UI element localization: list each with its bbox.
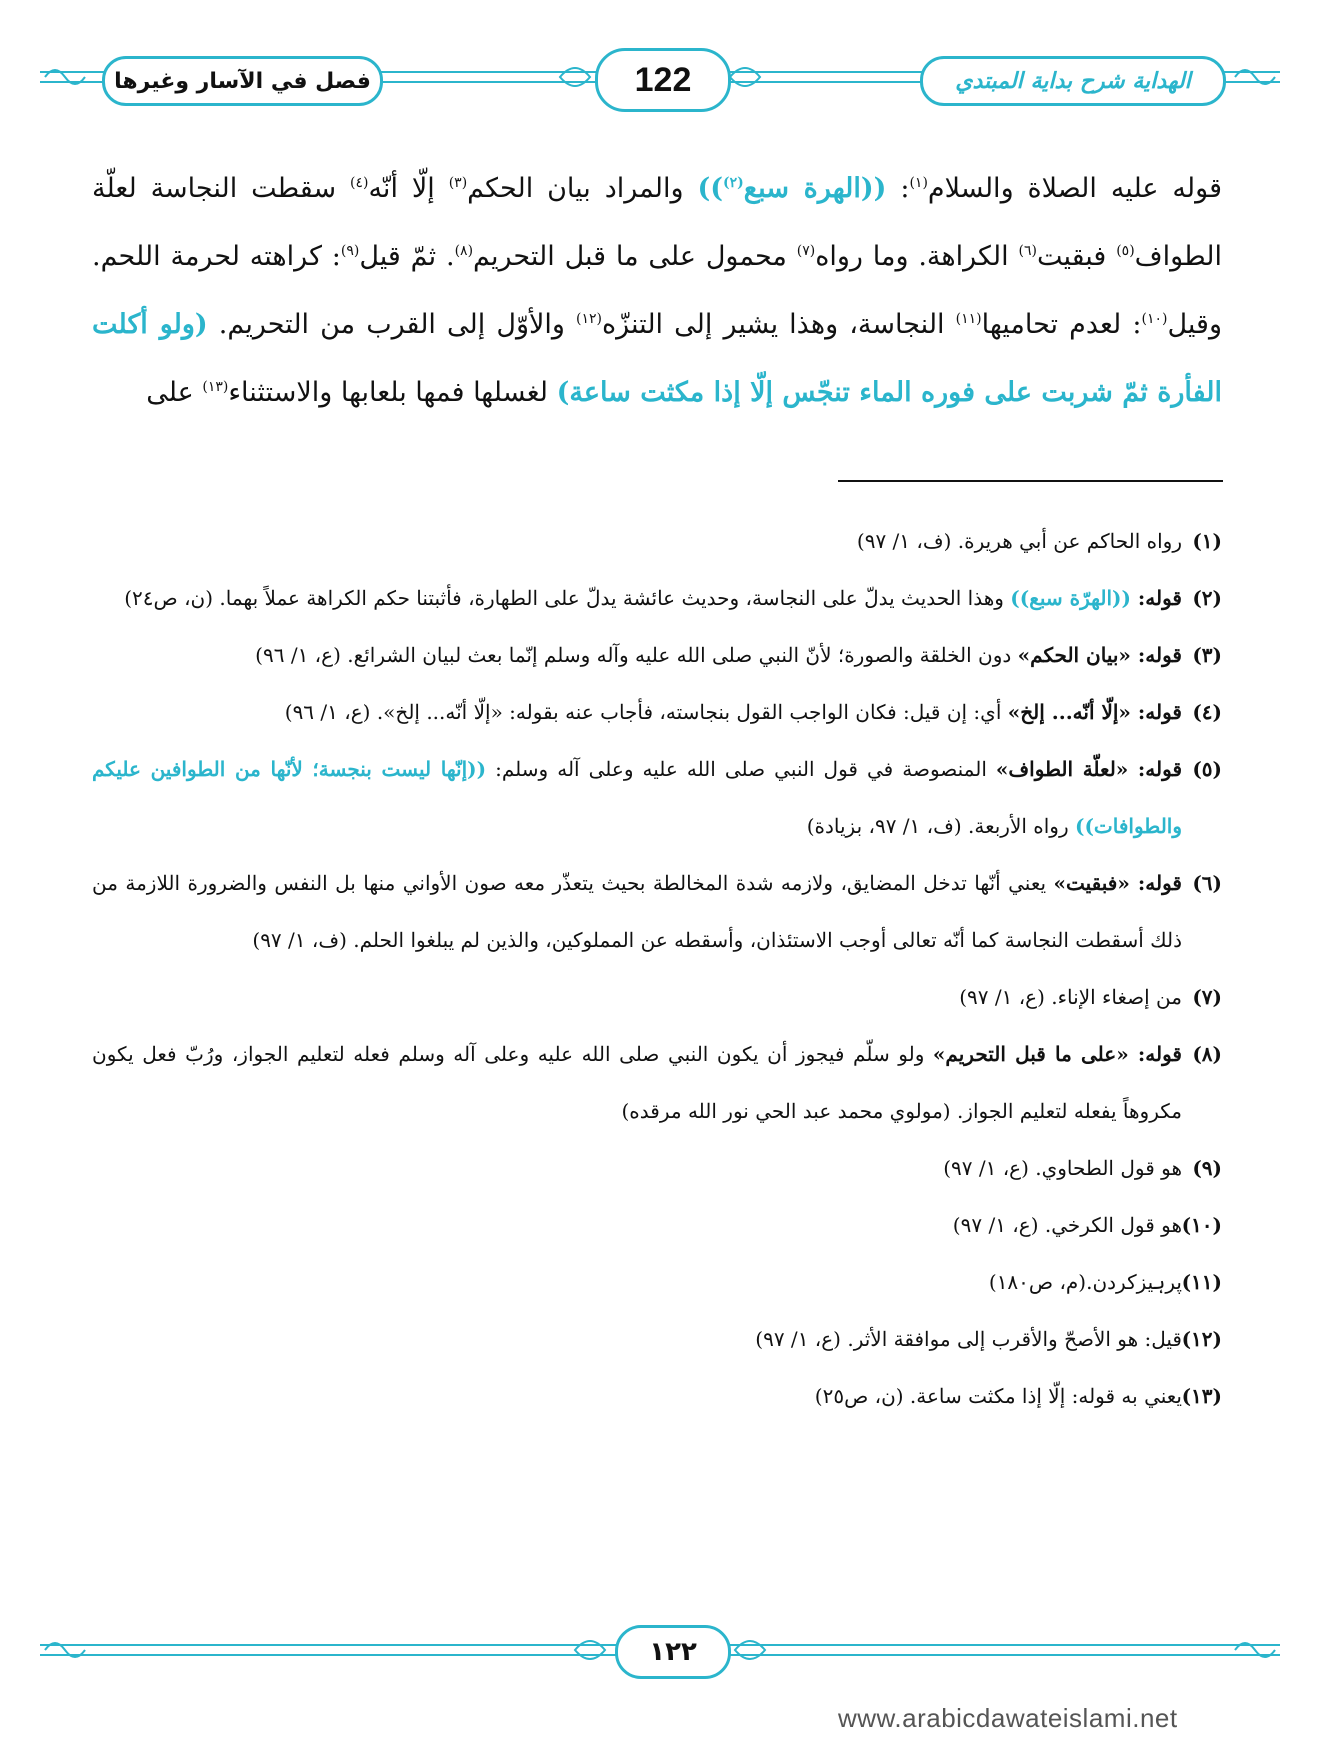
footnote-number: (١٣) xyxy=(1181,1384,1222,1408)
footnote-number: (١) xyxy=(1192,529,1222,553)
footnote-lead: قوله: xyxy=(1130,586,1182,610)
footnote-number: (٢) xyxy=(1192,586,1222,610)
page-number-badge xyxy=(595,48,731,112)
footnote-number: (٧) xyxy=(1192,985,1222,1009)
hadith-quote: ((الهرة سبع xyxy=(743,173,887,204)
main-text-run: النجاسة، وهذا يشير إلى التنزّه xyxy=(601,309,956,340)
footnote xyxy=(92,1026,1222,1140)
footnote-divider xyxy=(838,480,1223,482)
main-text-run: فبقيت xyxy=(1036,241,1117,272)
footnote-text: يعني أنّها تدخل المضايق، ولازمه شدة المخالطة بحيث يتعذّر معه صون الأواني منها بل النفس والضرورة اللازمة من ذلك أسقطت النجاسة كما أنّه تعالى أوجب الاستئذان، وأسقطه عن المملوكين، والذين لم يبلغوا الحلم. (ف، ١/ ٩٧) xyxy=(92,871,1182,952)
main-text xyxy=(92,155,1222,427)
main-text-run: قوله عليه الصلاة والسلام xyxy=(927,173,1222,204)
footnote-number: (٨) xyxy=(1192,1042,1222,1066)
main-text-run: . ثمّ قيل xyxy=(359,241,455,272)
footnote-text: يعني به قوله: إلّا إذا مكثت ساعة. (ن، ص٢٥) xyxy=(814,1384,1182,1408)
main-text-run: والمراد بيان الحكم xyxy=(467,173,698,204)
footnote-ref[interactable]: (٦) xyxy=(1018,243,1037,259)
footnote-number: (٣) xyxy=(1192,643,1222,667)
main-text-run: محمول على ما قبل التحريم xyxy=(473,241,797,272)
footnotes-list xyxy=(92,513,1222,1425)
footnote-ref[interactable]: (١) xyxy=(909,175,928,191)
footnote-ref[interactable]: (١٣) xyxy=(202,379,229,395)
footnote-ref[interactable]: (١٢) xyxy=(576,311,602,327)
footnote xyxy=(92,1368,1222,1425)
section-title-badge xyxy=(102,56,383,106)
footnote-number: (١٢) xyxy=(1181,1327,1222,1351)
footnote-ref[interactable]: (٨) xyxy=(454,243,474,259)
footnote xyxy=(92,1140,1222,1197)
main-text-run: الكراهة. وما رواه xyxy=(815,241,1019,272)
footnote-ref[interactable]: (٧) xyxy=(796,243,816,259)
footnote xyxy=(92,627,1222,684)
footnote-lead: قوله: «بيان الحكم» xyxy=(1017,643,1182,667)
page-number: 122 xyxy=(634,60,692,99)
footnote-number: (٤) xyxy=(1192,700,1222,724)
footnote-text: ولو سلّم فيجوز أن يكون النبي صلى الله عليه وعلى آله وسلم فعله لتعليم الجواز، ورُبّ فعل يكون مكروهاً يفعله لتعليم الجواز. (مولوي محمد عبد الحي نور الله مرقده) xyxy=(92,1042,1182,1123)
footnote xyxy=(92,570,1222,627)
main-text-run: على xyxy=(146,377,203,408)
main-text-run: : لعدم تحاميها xyxy=(981,309,1142,340)
footnote-quote: ((الهرّة سبع)) xyxy=(1010,586,1131,610)
matn-quote: (ولو أكلت الفأرة ثمّ شربت على فوره الماء تنجّس إلّا إذا مكثت ساعة) xyxy=(92,309,1222,408)
footnote xyxy=(92,969,1222,1026)
footnote xyxy=(92,1311,1222,1368)
footnote xyxy=(92,741,1222,855)
footnote-text: المنصوصة في قول النبي صلى الله عليه وعلى آله وسلم: xyxy=(486,757,996,781)
footnote-lead: قوله: «فبقيت» xyxy=(1053,871,1182,895)
footnote-text: من إصغاء الإناء. (ع، ١/ ٩٧) xyxy=(959,985,1182,1009)
footnote xyxy=(92,855,1222,969)
footnote-number: (١١) xyxy=(1181,1270,1222,1294)
section-title: فصل في الآسار وغيرها xyxy=(114,68,371,94)
footnote-number: (٩) xyxy=(1192,1156,1222,1180)
footnote-ref[interactable]: (٥) xyxy=(1116,243,1135,259)
main-text-run: سقطت النجاسة لعلّة الطواف xyxy=(92,173,1222,272)
footnote-quote: ((إنّها ليست بنجسة؛ لأنّها من الطوافين عليكم والطوافات)) xyxy=(92,757,1182,838)
footnote-text: هو قول الطحاوي. (ع، ١/ ٩٧) xyxy=(943,1156,1182,1180)
footnote-text: دون الخلقة والصورة؛ لأنّ النبي صلى الله عليه وآله وسلم إنّما بعث لبيان الشرائع. (ع، ١/ ٩٦) xyxy=(255,643,1018,667)
footnote-ref[interactable]: (٣) xyxy=(448,175,468,191)
book-title: الهداية شرح بداية المبتدي xyxy=(955,68,1191,94)
footnote-text: هو قول الكرخي. (ع، ١/ ٩٧) xyxy=(952,1213,1182,1237)
footnote-number: (٦) xyxy=(1192,871,1222,895)
main-text-run: : xyxy=(886,173,910,204)
footnote-text: وهذا الحديث يدلّ على النجاسة، وحديث عائشة يدلّ على الطهارة، فأثبتنا حكم الكراهة عملاً بهما. (ن، ص٢٤) xyxy=(124,586,1011,610)
footnote-lead: قوله: «لعلّة الطواف» xyxy=(995,757,1183,781)
footnote xyxy=(92,1254,1222,1311)
footer-page-number-badge xyxy=(615,1625,731,1679)
footnote-text: پرہیزکردن.(م، ص١٨٠) xyxy=(988,1270,1182,1294)
footnote-text: رواه الحاكم عن أبي هريرة. (ف، ١/ ٩٧) xyxy=(856,529,1182,553)
main-text-run: إلّا أنّه xyxy=(368,173,449,204)
footnote-lead: قوله: «على ما قبل التحريم» xyxy=(932,1042,1182,1066)
website-url: www.arabicdawateislami.net xyxy=(838,1703,1178,1733)
footnote-text-tail: رواه الأربعة. (ف، ١/ ٩٧، بزيادة) xyxy=(806,814,1075,838)
footnote-text: أي: إن قيل: فكان الواجب القول بنجاسته، فأجاب عنه بقوله: «إلّا أنّه... إلخ». (ع، ١/ ٩٦) xyxy=(284,700,1008,724)
footnote xyxy=(92,1197,1222,1254)
page-header xyxy=(40,38,1280,118)
footnote-number: (٥) xyxy=(1192,757,1223,781)
main-text-run: : كراهته لحرمة اللحم. وقيل xyxy=(92,241,1222,340)
footer-page-number: ١٢٢ xyxy=(649,1637,697,1667)
footnote-number: (١٠) xyxy=(1181,1213,1222,1237)
footnote xyxy=(92,513,1222,570)
footnote-text: قيل: هو الأصحّ والأقرب إلى موافقة الأثر. (ع، ١/ ٩٧) xyxy=(755,1327,1182,1351)
footnote-ref[interactable]: (١١) xyxy=(955,311,982,327)
page-footer xyxy=(40,1615,1280,1685)
book-title-badge xyxy=(920,56,1226,106)
footnote xyxy=(92,684,1222,741)
main-text-run: والأوّل إلى القرب من التحريم. xyxy=(207,309,576,340)
footnote-ref[interactable]: (٢) xyxy=(723,175,744,191)
footnote-lead: قوله: «إلّا أنّه... إلخ» xyxy=(1007,700,1182,724)
footnote-ref[interactable]: (٤) xyxy=(349,175,369,191)
footnote-ref[interactable]: (٩) xyxy=(340,243,360,259)
footnote-ref[interactable]: (١٠) xyxy=(1141,311,1168,327)
hadith-quote-close: )) xyxy=(697,173,724,204)
main-text-run: لغسلها فمها بلعابها والاستثناء xyxy=(228,377,557,408)
